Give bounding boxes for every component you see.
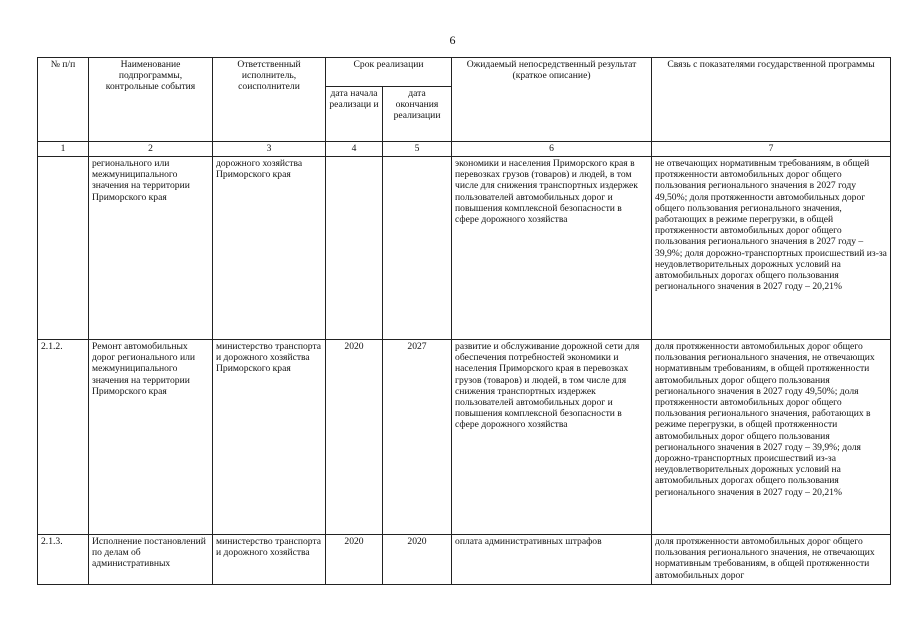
header-start-date: дата начала реализаци и (326, 87, 383, 142)
header-term: Срок реализации (326, 58, 452, 87)
column-number: 7 (652, 142, 891, 157)
row-link: доля протяженности автомобильных дорог общего пользования регионального значения, не отвечающих нормативным требованиям, в общей протяженности автомобильных дорог (652, 535, 891, 585)
row-start (326, 157, 383, 340)
page-number: 6 (449, 33, 456, 47)
row-responsible: министерство транспорта и дорожного хозяйства (213, 535, 326, 585)
program-table (37, 57, 891, 585)
row-name: регионального или межмуниципального значения на территории Приморского края (89, 157, 213, 340)
row-result: развитие и обслуживание дорожной сети для обеспечения потребностей экономики и населения Приморского края в перевозках грузов (товаров) и людей, в том числе для снижения транспортных издержек пользователей автомобильных дорог и повышения комплексной безопасности в сфере дорожного хозяйства (452, 340, 652, 535)
row-end: 2027 (383, 340, 452, 535)
row-number (38, 157, 89, 340)
column-number: 6 (452, 142, 652, 157)
column-number: 4 (326, 142, 383, 157)
column-number: 2 (89, 142, 213, 157)
header-num: № п/п (38, 58, 89, 142)
row-name: Исполнение постановлений по делам об административных (89, 535, 213, 585)
table-row (38, 340, 891, 535)
table-row (38, 157, 891, 340)
row-end: 2020 (383, 535, 452, 585)
row-number: 2.1.2. (38, 340, 89, 535)
row-name: Ремонт автомобильных дорог регионального или межмуниципального значения на территории Приморского края (89, 340, 213, 535)
column-number: 1 (38, 142, 89, 157)
row-result: оплата административных штрафов (452, 535, 652, 585)
table-row (38, 535, 891, 585)
header-name: Наименование подпрограммы, контрольные события (89, 58, 213, 142)
column-number-row (38, 142, 891, 157)
row-result: экономики и населения Приморского края в перевозках грузов (товаров) и людей, в том числе для снижения транспортных издержек пользователей автомобильных дорог и повышения комплексной безопасности в сфере дорожного хозяйства (452, 157, 652, 340)
header-result: Ожидаемый непосредственный результат (краткое описание) (452, 58, 652, 142)
row-link: доля протяженности автомобильных дорог общего пользования регионального значения, не отвечающих нормативным требованиям, в общей протяженности автомобильных дорог общего пользования регионального значения в 2027 году 49,50%; доля протяженности автомобильных дорог общего пользования регионального значения, работающих в режиме перегрузки, в общей протяженности автомобильных дорог общего пользования регионального значения в 2027 году – 39,9%; доля дорожно-транспортных происшествий из-за неудовлетворительных дорожных условий на автомобильных дорогах общего пользования регионального значения в 2027 году – 20,21% (652, 340, 891, 535)
header-link: Связь с показателями государственной программы (652, 58, 891, 142)
row-responsible: дорожного хозяйства Приморского края (213, 157, 326, 340)
header-end-date: дата окончания реализации (383, 87, 452, 142)
header-row (38, 58, 891, 87)
row-responsible: министерство транспорта и дорожного хозяйства Приморского края (213, 340, 326, 535)
header-responsible: Ответственный исполнитель, соисполнители (213, 58, 326, 142)
row-end (383, 157, 452, 340)
row-start: 2020 (326, 340, 383, 535)
column-number: 5 (383, 142, 452, 157)
row-start: 2020 (326, 535, 383, 585)
row-link: не отвечающих нормативным требованиям, в общей протяженности автомобильных дорог общего пользования регионального значения в 2027 году 49,50%; доля протяженности автомобильных дорог общего пользования регионального значения, работающих в режиме перегрузки, в общей протяженности автомобильных дорог общего пользования регионального значения в 2027 году – 39,9%; доля дорожно-транспортных происшествий из-за неудовлетворительных дорожных условий на автомобильных дорогах общего пользования регионального значения в 2027 году – 20,21% (652, 157, 891, 340)
column-number: 3 (213, 142, 326, 157)
row-number: 2.1.3. (38, 535, 89, 585)
